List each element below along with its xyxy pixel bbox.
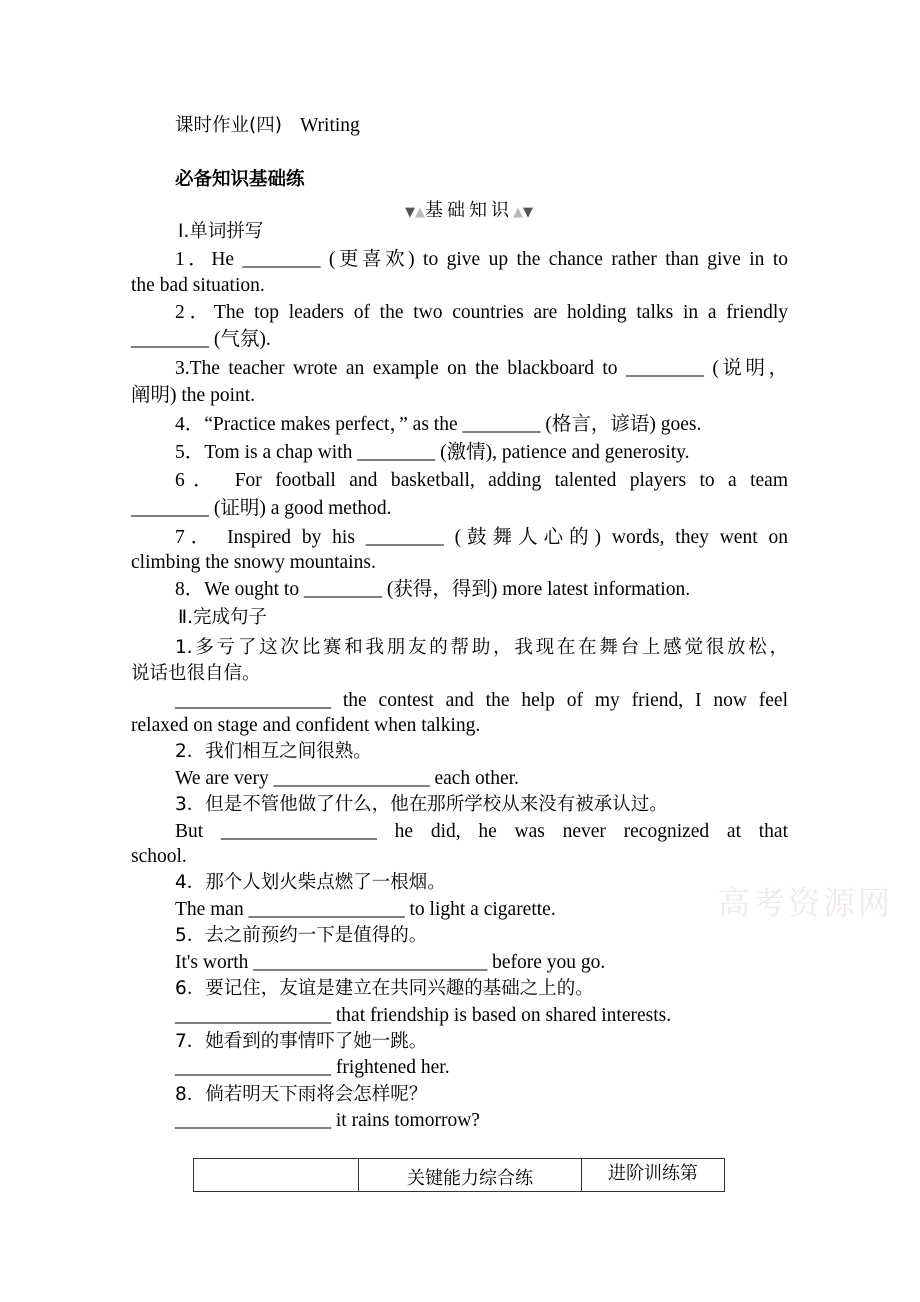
section-banner bbox=[405, 196, 533, 222]
question-line: But ________________ he did, he was never recognized at that bbox=[175, 821, 788, 842]
question-line: 1．He ________ (更喜欢) to give up the chance rather than give in to bbox=[175, 249, 788, 270]
question-line: The man ________________ to light a cigarette. bbox=[175, 899, 556, 920]
question-line: school. bbox=[131, 846, 187, 867]
banner-label: 基础知识 bbox=[425, 200, 513, 221]
question-line: 6． For football and basketball, adding talented players to a team bbox=[175, 470, 788, 491]
question-line: 4．那个人划火柴点燃了一根烟。 bbox=[175, 872, 446, 893]
question-line: 2．我们相互之间很熟。 bbox=[175, 741, 372, 762]
question-line: 3．但是不管他做了什么，他在那所学校从来没有被承认过。 bbox=[175, 794, 668, 815]
section-title: 必备知识基础练 bbox=[175, 169, 305, 190]
question-line: ________ (气氛). bbox=[131, 329, 271, 350]
question-line: 6．要记住，友谊是建立在共同兴趣的基础之上的。 bbox=[175, 978, 594, 999]
question-line: 说话也很自信。 bbox=[131, 663, 261, 684]
question-line: 3.The teacher wrote an example on the blackboard to ________ (说明， bbox=[175, 358, 788, 379]
title-text: 课时作业(四) bbox=[175, 115, 282, 136]
question-line: It's worth ________________________ before you go. bbox=[175, 952, 606, 973]
table-cell-advanced: 进阶训练第 bbox=[582, 1159, 725, 1192]
page-title bbox=[175, 114, 360, 138]
watermark: 高考资源网 bbox=[718, 884, 894, 922]
question-line: relaxed on stage and confident when talking. bbox=[131, 715, 481, 736]
question-line: 8．We ought to ________ (获得，得到) more latest information. bbox=[175, 579, 691, 600]
question-line: 2．The top leaders of the two countries are holding talks in a friendly bbox=[175, 302, 788, 323]
question-line: the bad situation. bbox=[131, 275, 265, 296]
question-line: 7．她看到的事情吓了她一跳。 bbox=[175, 1031, 428, 1052]
question-line: ________________ the contest and the help of my friend, I now feel bbox=[175, 690, 788, 711]
question-line: 8．倘若明天下雨将会怎样呢？ bbox=[175, 1084, 428, 1105]
subtitle-text: Writing bbox=[299, 115, 360, 136]
part1-heading: Ⅰ.单词拼写 bbox=[178, 221, 264, 242]
table-cell-section: 关键能力综合练 bbox=[359, 1159, 582, 1192]
question-line: 4．“Practice makes perfect，” as the ________ (格言，谚语) goes. bbox=[175, 414, 702, 435]
question-line: ________________ it rains tomorrow? bbox=[175, 1110, 480, 1131]
question-line: We are very ________________ each other. bbox=[175, 768, 519, 789]
question-line: 阐明) the point. bbox=[131, 385, 256, 406]
part2-heading: Ⅱ.完成句子 bbox=[178, 607, 267, 628]
triangles-icon: ▲▼ bbox=[513, 205, 533, 220]
question-line: ________________ frightened her. bbox=[175, 1057, 450, 1078]
table-cell-empty bbox=[194, 1159, 359, 1192]
footer-table bbox=[193, 1158, 725, 1192]
question-line: 5．Tom is a chap with ________ (激情), patience and generosity. bbox=[175, 442, 690, 463]
question-line: ________________ that friendship is based on shared interests. bbox=[175, 1005, 672, 1026]
question-line: ________ (证明) a good method. bbox=[131, 498, 392, 519]
question-line: 7． Inspired by his ________ (鼓舞人心的) words, they went on bbox=[175, 527, 788, 548]
question-line: 1.多亏了这次比赛和我朋友的帮助，我现在在舞台上感觉很放松， bbox=[175, 637, 788, 658]
question-line: climbing the snowy mountains. bbox=[131, 552, 376, 573]
triangles-icon: ▼▲ bbox=[405, 205, 425, 220]
question-line: 5．去之前预约一下是值得的。 bbox=[175, 925, 428, 946]
